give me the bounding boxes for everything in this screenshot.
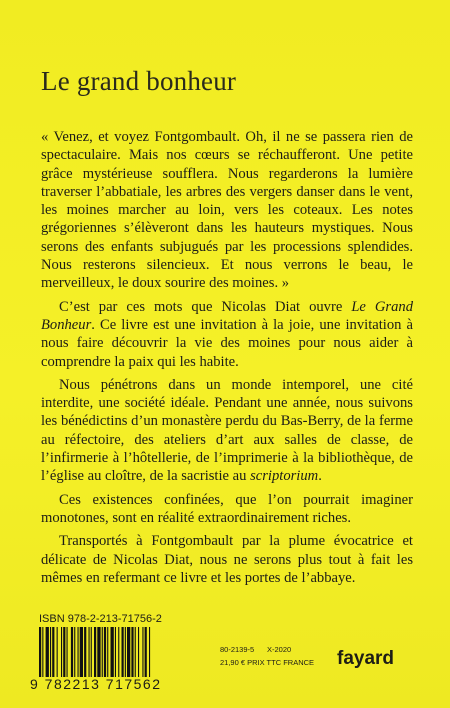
isbn-label: ISBN 978-2-213-71756-2 xyxy=(39,613,162,625)
price-info xyxy=(220,643,314,669)
book-title-italic: Le Grand Bonheur xyxy=(41,298,413,333)
barcode-digits: 9 782213 717562 xyxy=(30,676,162,692)
barcode-image xyxy=(39,627,189,677)
edition-code: X-2020 xyxy=(267,645,292,654)
publisher-logo: fayard xyxy=(337,648,395,669)
book-title: Le grand bonheur xyxy=(41,66,237,96)
quote-paragraph: « Venez, et voyez Fontgombault. Oh, il ne se passera rien de spectaculaire. Mais nos cœurs se réchaufferont. Une petite grâce mystérieuse soufflera. Nous regarderons la lumière traverser l’abbatiale, les arbres des vergers danser dans le vent, les moines marcher au loin, vers les coteaux. Les notes grégoriennes s’élèveront dans les hauteurs mystiques. Nous serons des enfants subjugués par les processions splendides. Nous resterons silencieux. Et nous verrons le beau, le merveilleux, le doux sourire des moines. » xyxy=(41,129,413,292)
blurb xyxy=(41,128,413,592)
product-code: 80-2139-5 xyxy=(220,645,255,654)
paragraph-existences: Ces existences confinées, que l’on pourrait imaginer monotones, sont en réalité extraordinairement riches. xyxy=(41,491,413,526)
scriptorium-italic: scriptorium xyxy=(250,468,319,485)
paragraph-intro: C’est par ces mots que Nicolas Diat ouvre Le Grand Bonheur. Ce livre est une invitation à la joie, une invitation à nous faire découvrir la vie des moines pour nous aider à comprendre la paix qui les habite. xyxy=(41,298,413,370)
paragraph-closing: Transportés à Fontgombault par la plume évocatrice et délicate de Nicolas Diat, nous ne serons plus tout à fait les mêmes en refermant ce livre et les portes de l’abbaye. xyxy=(41,533,413,586)
paragraph-monastery: Nous pénétrons dans un monde intemporel, une cité interdite, une société idéale. Pendant une année, nous suivons les bénédictins d’un monastère perdu du Bas-Berry, de la ferme au réfectoire, des ateliers d’art aux salles de classe, de l’infirmerie à l’hôtellerie, de l’imprimerie à la bibliothèque, de l’église au cloître, de la sacristie au scriptorium. xyxy=(41,376,413,485)
price-label: 21,90 € PRIX TTC FRANCE xyxy=(220,658,315,667)
